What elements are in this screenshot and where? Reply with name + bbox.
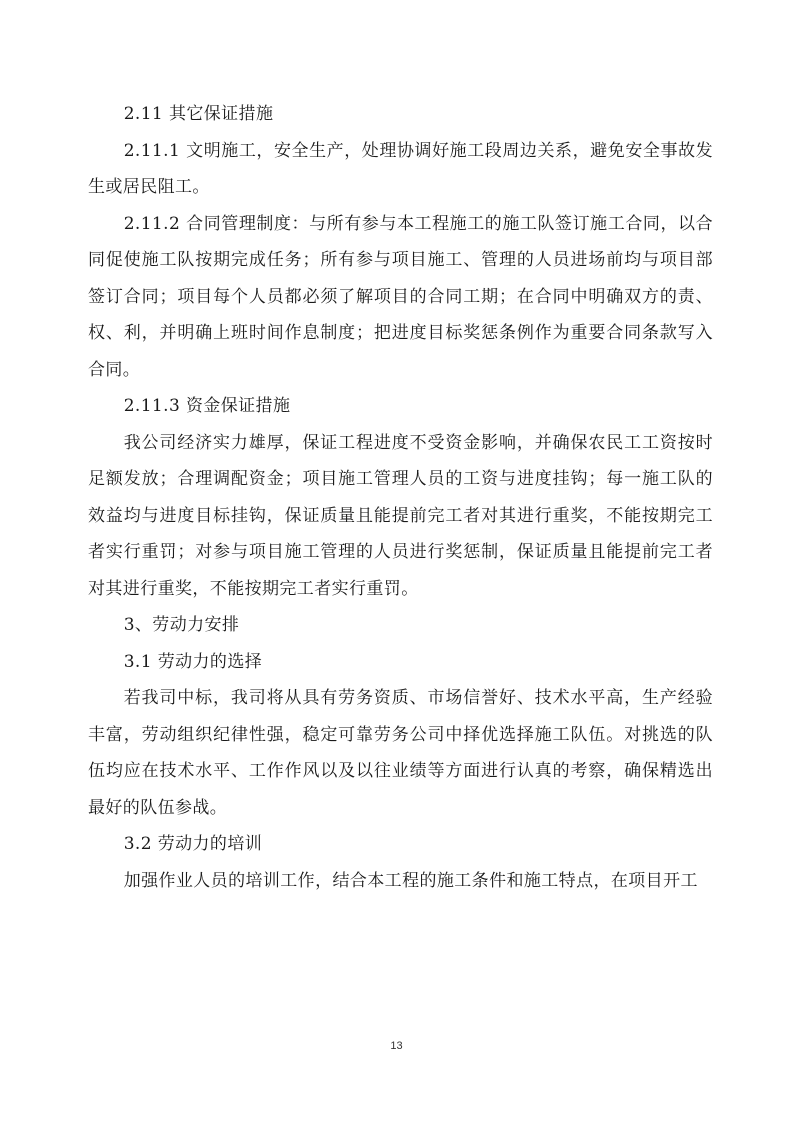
paragraph-2-11-2: 2.11.2 合同管理制度：与所有参与本工程施工的施工队签订施工合同，以合同促使施工队按期完成任务；所有参与项目施工、管理的人员进场前均与项目部签订合同；项目每个人员都必须了解项目的合同工期；在合同中明确双方的责、权、利，并明确上班时间作息制度；把进度目标奖惩条例作为重要合同条款写入合同。 [88, 213, 713, 380]
section-heading-3: 3、劳动力安排 [123, 615, 240, 635]
section-heading-2-11-3: 2.11.3 资金保证措施 [123, 396, 291, 416]
paragraph-labor-selection: 若我司中标，我司将从具有劳务资质、市场信誉好、技术水平高，生产经验丰富，劳动组织纪律性强，稳定可靠劳务公司中择优选择施工队伍。对挑选的队伍均应在技术水平、工作作风以及以往业绩等方面进行认真的考察，确保精选出最好的队伍参战。 [88, 688, 713, 818]
section-heading-2-11: 2.11 其它保证措施 [123, 104, 274, 124]
section-heading-3-2: 3.2 劳动力的培训 [123, 834, 263, 854]
document-body [88, 96, 713, 899]
paragraph-labor-training: 加强作业人员的培训工作，结合本工程的施工条件和施工特点，在项目开工 [123, 870, 698, 891]
paragraph-2-11-1: 2.11.1 文明施工，安全生产，处理协调好施工段周边关系，避免安全事故发生或居民阻工。 [88, 140, 713, 197]
section-heading-3-1: 3.1 劳动力的选择 [123, 651, 263, 672]
paragraph-funding-measures: 我公司经济实力雄厚，保证工程进度不受资金影响，并确保农民工工资按时足额发放；合理调配资金；项目施工管理人员的工资与进度挂钩；每一施工队的效益均与进度目标挂钩，保证质量且能提前完工者对其进行重奖，不能按期完工者实行重罚；对参与项目施工管理的人员进行奖惩制，保证质量且能提前完工者对其进行重奖，不能按期完工者实行重罚。 [88, 432, 713, 599]
page-number: 13 [390, 1040, 403, 1052]
